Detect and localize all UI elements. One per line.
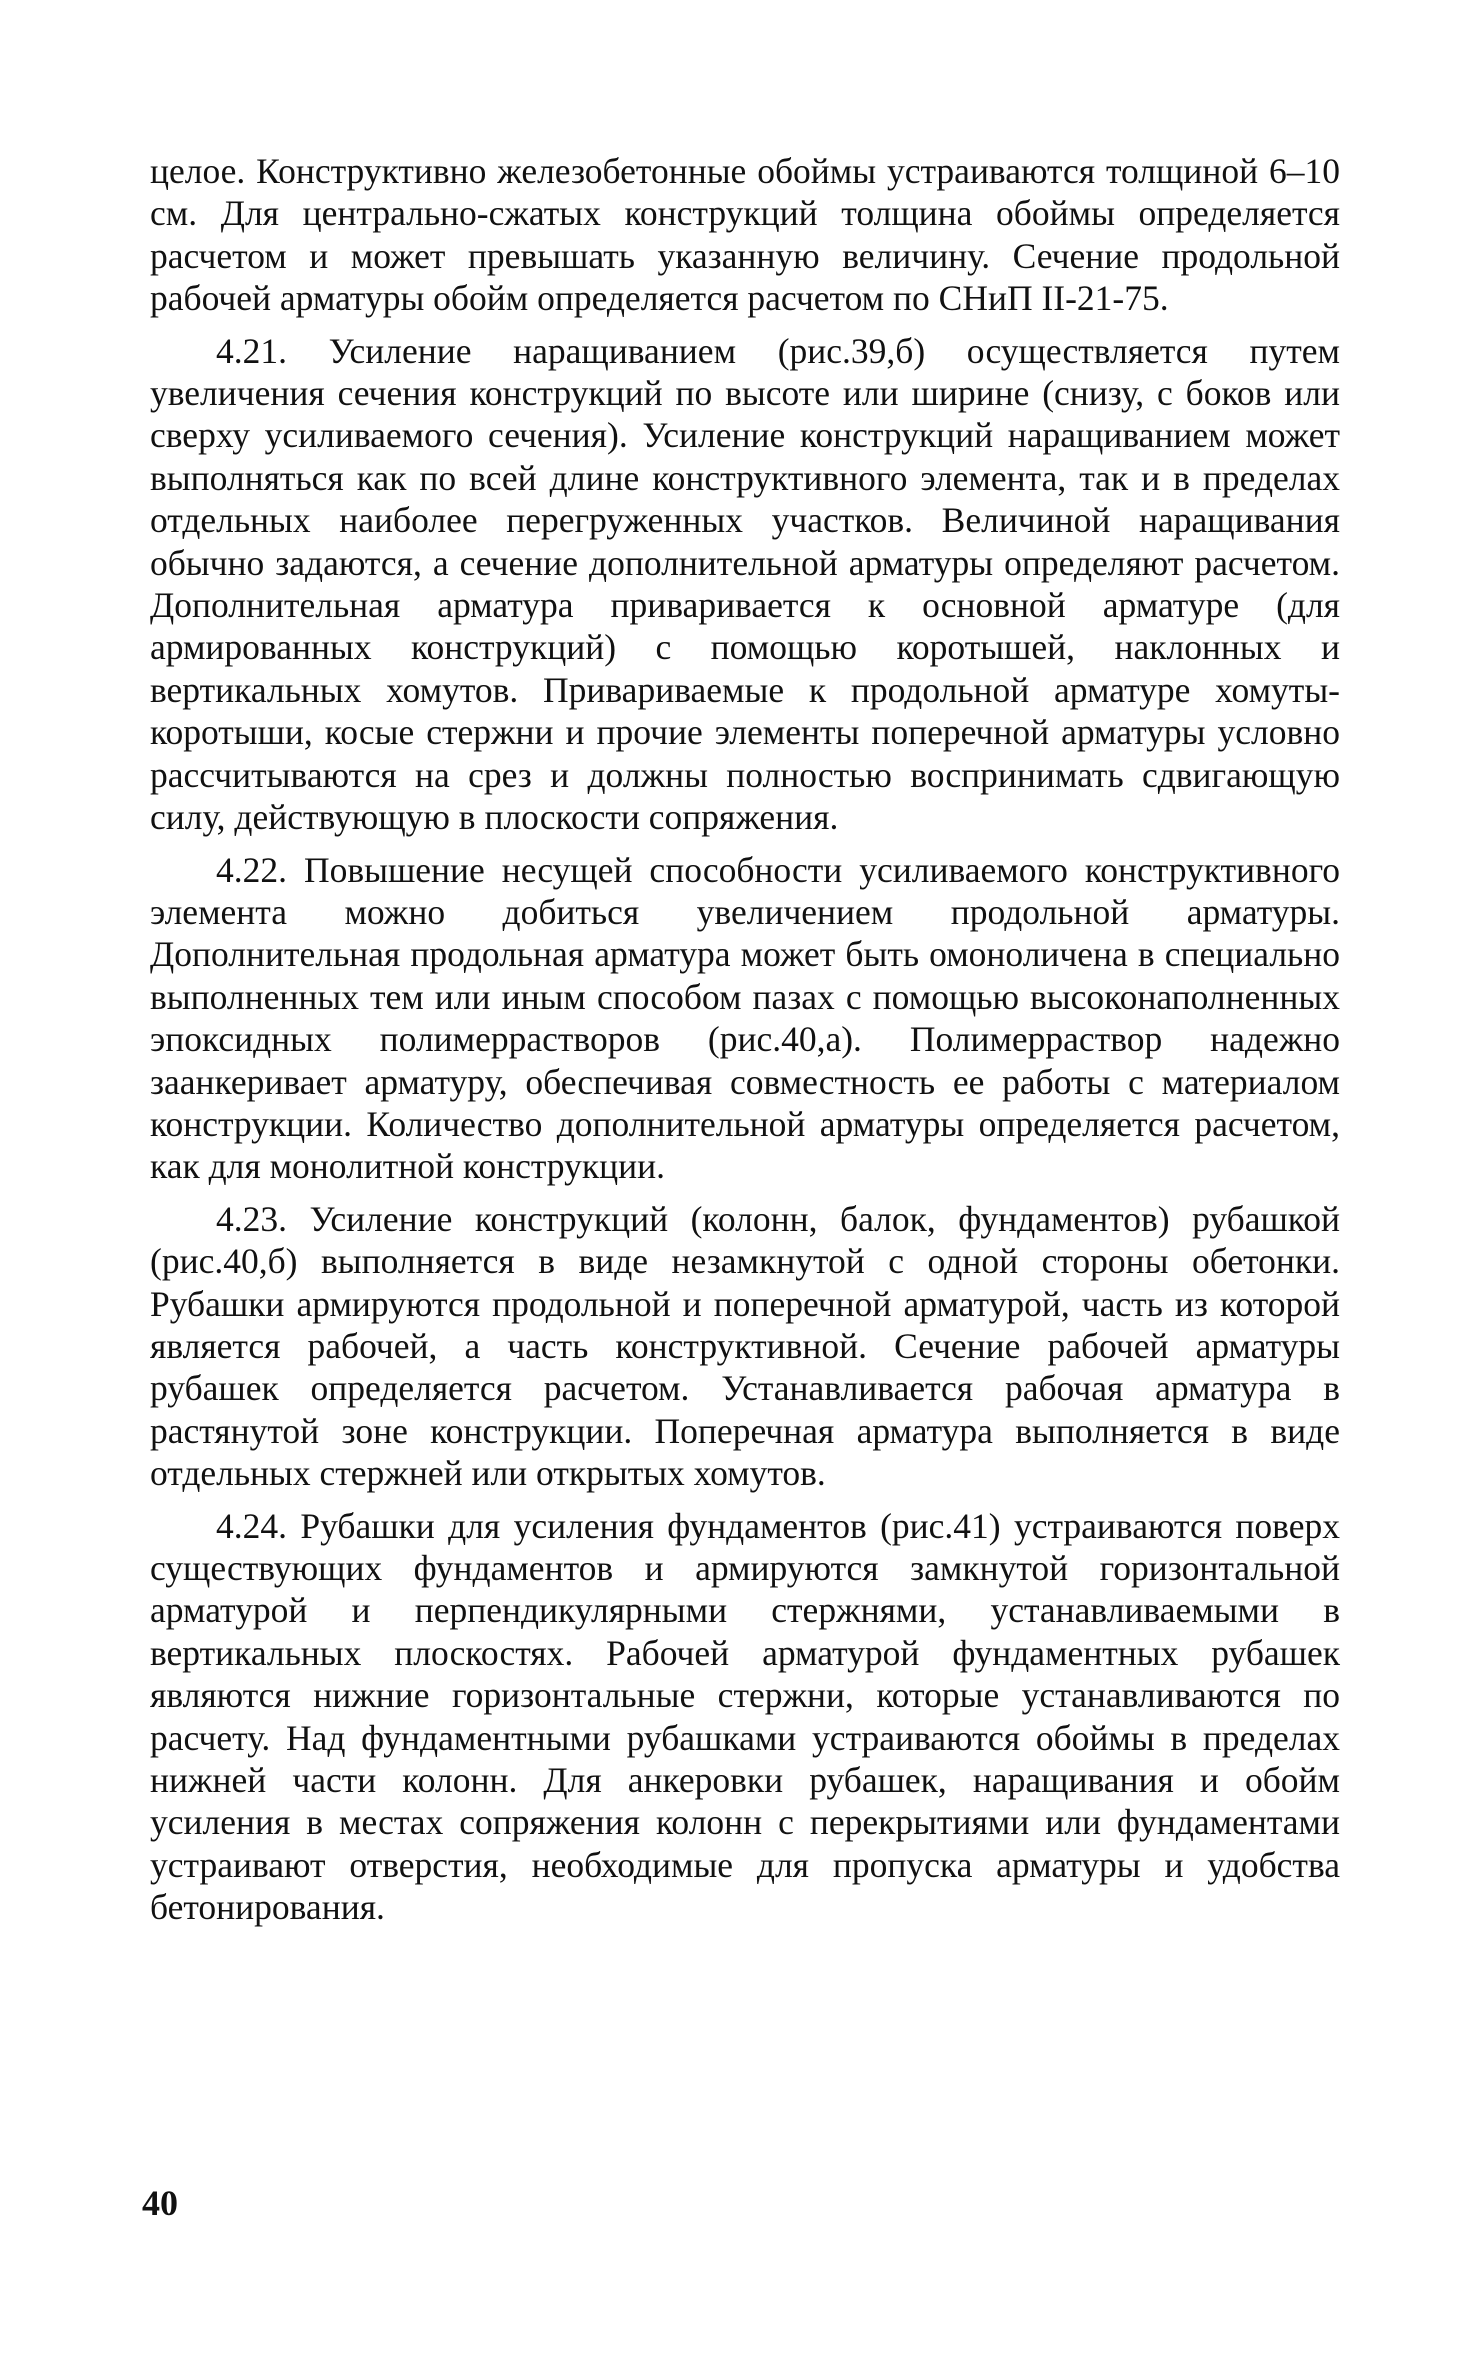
document-body xyxy=(150,150,1340,1939)
paragraph-continuation: целое. Конструктивно железобетонные обоймы устраиваются толщиной 6–10 см. Для центрально-сжатых конструкций толщина обоймы определяется расчетом и может превышать указанную величину. Сечение продольной рабочей арматуры обойм определяется расчетом по СНиП II-21-75. xyxy=(150,151,1340,319)
page-number: 40 xyxy=(142,2183,178,2223)
paragraph-4-23: 4.23. Усиление конструкций (колонн, балок, фундаментов) рубашкой (рис.40,б) выполняется в виде незамкнутой с одной стороны обетонки. Рубашки армируются продольной и поперечной арматурой, часть из которой является рабочей, а часть конструктивной. Сечение рабочей арматуры рубашек определяется расчетом. Устанавливается рабочая арматура в растянутой зоне конструкции. Поперечная арматура выполняется в виде отдельных стержней или открытых хомутов. xyxy=(150,1198,1340,1494)
paragraph-4-21: 4.21. Усиление наращиванием (рис.39,б) осуществляется путем увеличения сечения конструкций по высоте или ширине (снизу, с боков или сверху усиливаемого сечения). Усиление конструкций наращиванием может выполняться как по всей длине конструктивного элемента, так и в пределах отдельных наиболее перегруженных участков. Величиной наращивания обычно задаются, а сечение дополнительной арматуры определяют расчетом. Дополнительная арматура приваривается к основной арматуре (для армированных конструкций) с помощью коротышей, наклонных и вертикальных хомутов. Привариваемые к продольной арматуре хомуты-коротыши, косые стержни и прочие элементы поперечной арматуры условно рассчитываются на срез и должны полностью воспринимать сдвигающую силу, действующую в плоскости сопряжения. xyxy=(150,330,1340,838)
paragraph-4-22: 4.22. Повышение несущей способности усиливаемого конструктивного элемента можно добиться увеличением продольной арматуры. Дополнительная продольная арматура может быть омоноличена в специально выполненных тем или иным способом пазах с помощью высоконаполненных эпоксидных полимеррастворов (рис.40,а). Полимерраствор надежно заанкеривает арматуру, обеспечивая совместность ее работы с материалом конструкции. Количество дополнительной арматуры определяется расчетом, как для монолитной конструкции. xyxy=(150,849,1340,1187)
paragraph-4-24: 4.24. Рубашки для усиления фундаментов (рис.41) устраиваются поверх существующих фундаментов и армируются замкнутой горизонтальной арматурой и перпендикулярными стержнями, устанавливаемыми в вертикальных плоскостях. Рабочей арматурой фундаментных рубашек являются нижние горизонтальные стержни, которые устанавливаются по расчету. Над фундаментными рубашками устраиваются обоймы в пределах нижней части колонн. Для анкеровки рубашек, наращивания и обойм усиления в местах сопряжения колонн с перекрытиями или фундаментами устраивают отверстия, необходимые для пропуска арматуры и удобства бетонирования. xyxy=(150,1505,1340,1928)
